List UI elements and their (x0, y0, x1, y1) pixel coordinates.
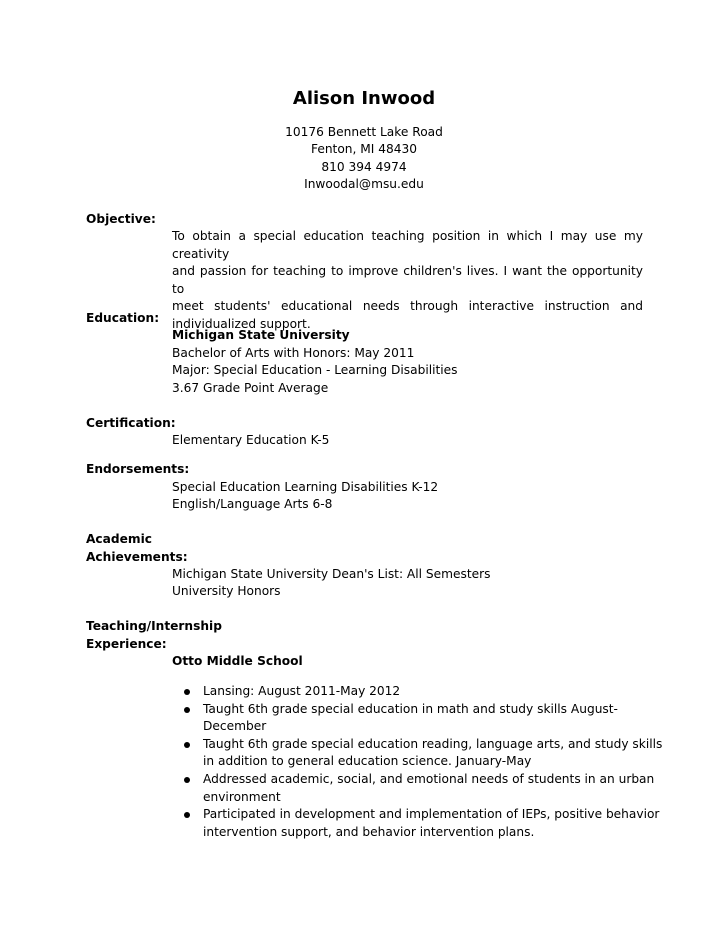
objective-line-1: To obtain a special education teaching position in which I may use my creativity (172, 229, 643, 261)
resume-name: Alison Inwood (292, 88, 436, 109)
experience-bullet-line: Taught 6th grade special education in math and study skills August- (203, 702, 618, 716)
experience-heading-line-2: Experience: (86, 637, 167, 651)
objective-line-2: and passion for teaching to improve children's lives. I want the opportunity to (172, 264, 643, 296)
endorsements-heading: Endorsements: (86, 462, 190, 476)
address-line-2: Fenton, MI 48430 (310, 142, 418, 156)
endorsement-item: English/Language Arts 6-8 (172, 497, 333, 511)
experience-heading-line-1: Teaching/Internship (86, 619, 222, 633)
education-gpa: 3.67 Grade Point Average (172, 381, 329, 395)
experience-bullet-line: intervention support, and behavior intervention plans. (203, 825, 535, 839)
education-heading: Education: (86, 311, 160, 325)
objective-line-4: individualized support. (172, 316, 311, 331)
bullet-icon (184, 707, 190, 713)
objective-text (172, 228, 643, 333)
objective-line-3: meet students' educational needs through interactive instruction and (172, 299, 643, 313)
objective-heading: Objective: (86, 212, 156, 226)
experience-bullet-line: December (203, 719, 267, 733)
academic-heading-line-2: Achievements: (86, 550, 188, 564)
certification-heading: Certification: (86, 416, 176, 430)
experience-bullet-line: Participated in development and implementation of IEPs, positive behavior (203, 807, 660, 821)
experience-school: Otto Middle School (172, 654, 303, 668)
phone-number: 810 394 4974 (321, 160, 407, 174)
education-degree: Bachelor of Arts with Honors: May 2011 (172, 346, 415, 360)
experience-bullet-line: environment (203, 790, 281, 804)
experience-bullet-line: Lansing: August 2011-May 2012 (203, 684, 401, 698)
email-address: Inwoodal@msu.edu (304, 177, 424, 191)
education-school: Michigan State University (172, 328, 350, 342)
achievement-item: Michigan State University Dean's List: All Semesters (172, 567, 491, 581)
academic-heading-line-1: Academic (86, 532, 152, 546)
address-line-1: 10176 Bennett Lake Road (285, 125, 443, 139)
experience-bullet-line: Taught 6th grade special education reading, language arts, and study skills (203, 737, 663, 751)
bullet-icon (184, 777, 190, 783)
bullet-icon (184, 812, 190, 818)
bullet-icon (184, 689, 190, 695)
endorsement-item: Special Education Learning Disabilities K-12 (172, 480, 439, 494)
bullet-icon (184, 742, 190, 748)
achievement-item: University Honors (172, 584, 281, 598)
experience-bullet-line: Addressed academic, social, and emotional needs of students in an urban (203, 772, 655, 786)
experience-bullet-line: in addition to general education science. January-May (203, 754, 532, 768)
certification-item: Elementary Education K-5 (172, 433, 330, 447)
education-major: Major: Special Education - Learning Disabilities (172, 363, 458, 377)
